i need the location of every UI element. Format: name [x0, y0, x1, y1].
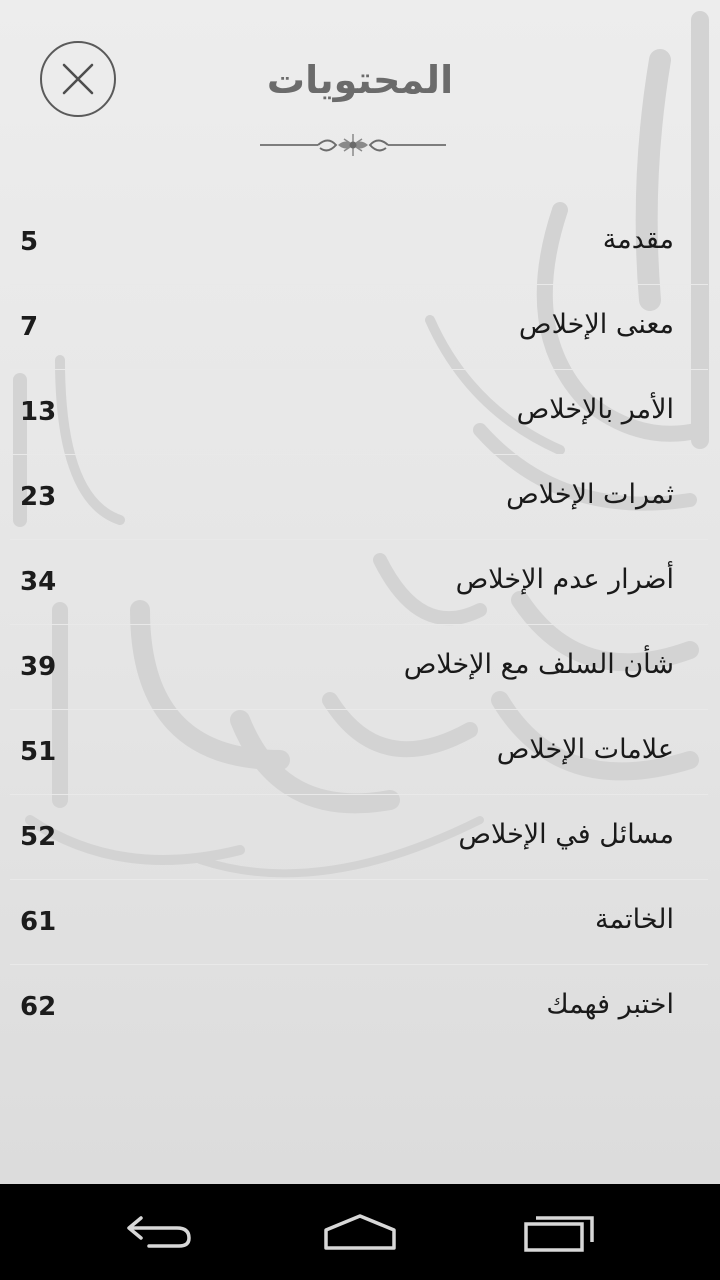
- toc-item-title: معنى الإخلاص: [518, 309, 674, 340]
- system-navigation-bar: [0, 1184, 720, 1280]
- toc-item[interactable]: [10, 880, 708, 965]
- toc-item-page: 51: [20, 737, 57, 767]
- home-icon: [320, 1210, 400, 1254]
- recents-icon: [522, 1210, 598, 1254]
- page-title: المحتويات: [266, 58, 454, 102]
- home-button[interactable]: [305, 1202, 415, 1262]
- toc-item[interactable]: [10, 455, 708, 540]
- close-icon: [61, 62, 95, 96]
- toc-item-page: 52: [20, 822, 57, 852]
- toc-item-title: الأمر بالإخلاص: [516, 394, 674, 425]
- toc-item-page: 23: [20, 482, 57, 512]
- toc-item-page: 62: [20, 992, 57, 1022]
- title-ornament: [258, 128, 448, 162]
- toc-item[interactable]: [10, 625, 708, 710]
- toc-item[interactable]: [10, 965, 708, 1049]
- back-button[interactable]: [105, 1202, 215, 1262]
- toc-item[interactable]: [10, 795, 708, 880]
- back-icon: [125, 1212, 195, 1252]
- toc-item[interactable]: [10, 540, 708, 625]
- toc-item-page: 61: [20, 907, 57, 937]
- close-button[interactable]: [40, 41, 116, 117]
- toc-item-title: ثمرات الإخلاص: [506, 479, 674, 510]
- toc-item-title: اختبر فهمك: [546, 989, 674, 1020]
- toc-item-page: 39: [20, 652, 57, 682]
- toc-item-page: 5: [20, 227, 39, 257]
- toc-item-title: مسائل في الإخلاص: [458, 819, 674, 850]
- toc-item[interactable]: [10, 200, 708, 285]
- toc-item-title: علامات الإخلاص: [496, 734, 674, 765]
- recents-button[interactable]: [505, 1202, 615, 1262]
- toc-item-page: 7: [20, 312, 39, 342]
- toc-item-title: شأن السلف مع الإخلاص: [403, 649, 674, 680]
- toc-item-page: 13: [20, 397, 57, 427]
- toc-item[interactable]: [10, 285, 708, 370]
- toc-item-title: أضرار عدم الإخلاص: [455, 564, 674, 595]
- toc-item[interactable]: [10, 710, 708, 795]
- toc-item-title: الخاتمة: [595, 904, 674, 935]
- toc-item-title: مقدمة: [602, 224, 674, 255]
- toc-item[interactable]: [10, 370, 708, 455]
- contents-list: [10, 200, 708, 1049]
- toc-item-page: 34: [20, 567, 57, 597]
